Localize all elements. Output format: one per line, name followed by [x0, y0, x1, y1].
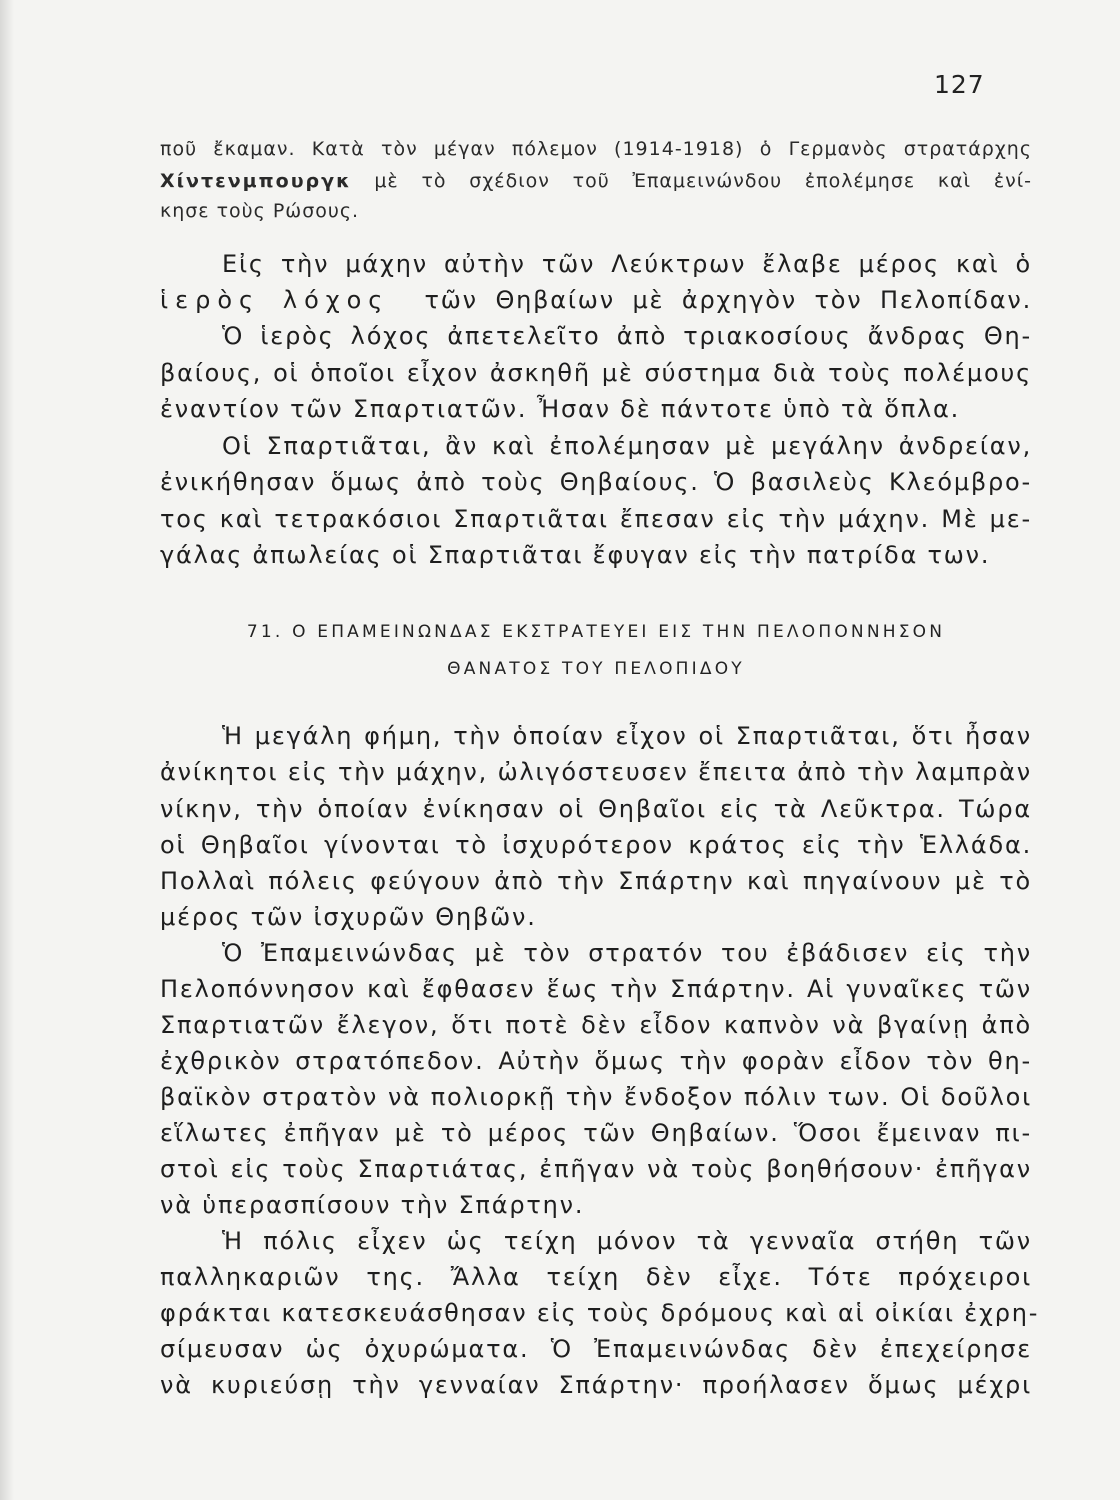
- section-heading: 71. Ο ΕΠΑΜΕΙΝΩΝΔΑΣ ΕΚΣΤΡΑΤΕΥΕΙ ΕΙΣ ΤΗΝ ΠΕΛΟΠΟΝΝΗΣΟΝ: [246, 622, 946, 642]
- name-bold: Χίντενμπουργκ: [160, 170, 352, 192]
- paragraph-line: ἀνίκητοι εἰς τὴν μάχην, ὠλιγόστευσεν ἔπειτα ἀπὸ τὴν λαμπρὰν: [160, 758, 1032, 786]
- paragraph-line: νὰ ὑπερασπίσουν τὴν Σπάρτην.: [160, 1191, 585, 1219]
- paragraph-line: εἵλωτες ἐπῆγαν μὲ τὸ μέρος τῶν Θηβαίων. Ὅσοι ἔμειναν πι-: [160, 1119, 1032, 1147]
- text-line: κησε τοὺς Ρώσους.: [160, 200, 360, 222]
- paragraph-line: τος καὶ τετρακόσιοι Σπαρτιᾶται ἔπεσαν εἰς τὴν μάχην. Μὲ με-: [160, 505, 1032, 533]
- text-line: ποῦ ἔκαμαν. Κατὰ τὸν μέγαν πόλεμον (1914-1918) ὁ Γερμανὸς στρατάρχης: [160, 138, 1032, 160]
- paragraph-line: μέρος τῶν ἰσχυρῶν Θηβῶν.: [160, 903, 537, 931]
- paragraph-line: ἐχθρικὸν στρατόπεδον. Αὐτὴν ὅμως τὴν φορὰν εἶδον τὸν θη-: [160, 1047, 1032, 1075]
- paragraph-line: ἱερὸς λόχος τῶν Θηβαίων μὲ ἀρχηγὸν τὸν Πελοπίδαν.: [160, 286, 1033, 314]
- paragraph-line: παλληκαριῶν της. Ἄλλα τείχη δὲν εἶχε. Τότε πρόχειροι: [160, 1263, 1032, 1291]
- paragraph-line: Ὁ ἱερὸς λόχος ἀπετελεῖτο ἀπὸ τριακοσίους ἄνδρας Θη-: [222, 322, 1032, 350]
- paragraph-line: βαίους, οἱ ὁποῖοι εἶχον ἀσκηθῆ μὲ σύστημα διὰ τοὺς πολέμους: [160, 359, 1032, 387]
- paragraph-line: Ἡ μεγάλη φήμη, τὴν ὁποίαν εἶχον οἱ Σπαρτιᾶται, ὅτι ἦσαν: [222, 722, 1032, 750]
- paragraph-line: οἱ Θηβαῖοι γίνονται τὸ ἰσχυρότερον κράτος εἰς τὴν Ἑλλάδα.: [160, 831, 1032, 859]
- paragraph-line: ἐναντίον τῶν Σπαρτιατῶν. Ἦσαν δὲ πάντοτε ὑπὸ τὰ ὅπλα.: [160, 395, 961, 423]
- paragraph-line: ἐνικήθησαν ὅμως ἀπὸ τοὺς Θηβαίους. Ὁ βασιλεὺς Κλεόμβρο-: [160, 468, 1032, 496]
- paragraph-line: νὰ κυριεύσῃ τὴν γενναίαν Σπάρτην· προήλασεν ὅμως μέχρι: [160, 1371, 1032, 1399]
- paragraph-line: Ὁ Ἐπαμεινώνδας μὲ τὸν στρατόν του ἐβάδισεν εἰς τὴν: [222, 939, 1032, 967]
- page-number: 127: [934, 70, 985, 99]
- paragraph-line: φράκται κατεσκευάσθησαν εἰς τοὺς δρόμους καὶ αἱ οἰκίαι ἐχρη-: [160, 1299, 1040, 1327]
- paragraph-line: βαϊκὸν στρατὸν νὰ πολιορκῇ τὴν ἔνδοξον πόλιν των. Οἱ δοῦλοι: [160, 1083, 1032, 1111]
- paragraph-line: νίκην, τὴν ὁποίαν ἐνίκησαν οἱ Θηβαῖοι εἰς τὰ Λεῦκτρα. Τώρα: [160, 795, 1032, 823]
- paragraph-line: στοὶ εἰς τοὺς Σπαρτιάτας, ἐπῆγαν νὰ τοὺς βοηθήσουν· ἐπῆγαν: [160, 1155, 1032, 1183]
- paragraph-line: γάλας ἀπωλείας οἱ Σπαρτιᾶται ἔφυγαν εἰς τὴν πατρίδα των.: [160, 541, 991, 569]
- paragraph-line: Πολλαὶ πόλεις φεύγουν ἀπὸ τὴν Σπάρτην καὶ πηγαίνουν μὲ τὸ: [160, 867, 1032, 895]
- paragraph-line: Ἡ πόλις εἶχεν ὡς τείχη μόνον τὰ γενναῖα στήθη τῶν: [222, 1227, 1032, 1255]
- paragraph-line: Οἱ Σπαρτιᾶται, ἂν καὶ ἐπολέμησαν μὲ μεγάλην ἀνδρείαν,: [222, 432, 1032, 460]
- paragraph-line: Πελοπόννησον καὶ ἔφθασεν ἕως τὴν Σπάρτην. Αἱ γυναῖκες τῶν: [160, 975, 1032, 1003]
- section-subheading: ΘΑΝΑΤΟΣ ΤΟΥ ΠΕΛΟΠΙΔΟΥ: [447, 659, 745, 679]
- binding-shadow: [0, 0, 14, 1500]
- spaced-phrase: ἱερὸς λόχος: [160, 286, 390, 314]
- paragraph-line: Εἰς τὴν μάχην αὐτὴν τῶν Λεύκτρων ἔλαβε μέρος καὶ ὁ: [222, 250, 1032, 278]
- paragraph-line: Σπαρτιατῶν ἔλεγον, ὅτι ποτὲ δὲν εἶδον καπνὸν νὰ βγαίνῃ ἀπὸ: [160, 1011, 1032, 1039]
- text-line: Χίντενμπουργκ μὲ τὸ σχέδιον τοῦ Ἐπαμεινώνδου ἐπολέμησε καὶ ἐνί-: [160, 170, 1032, 192]
- paragraph-line: σίμευσαν ὡς ὀχυρώματα. Ὁ Ἐπαμεινώνδας δὲν ἐπεχείρησε: [160, 1335, 1032, 1363]
